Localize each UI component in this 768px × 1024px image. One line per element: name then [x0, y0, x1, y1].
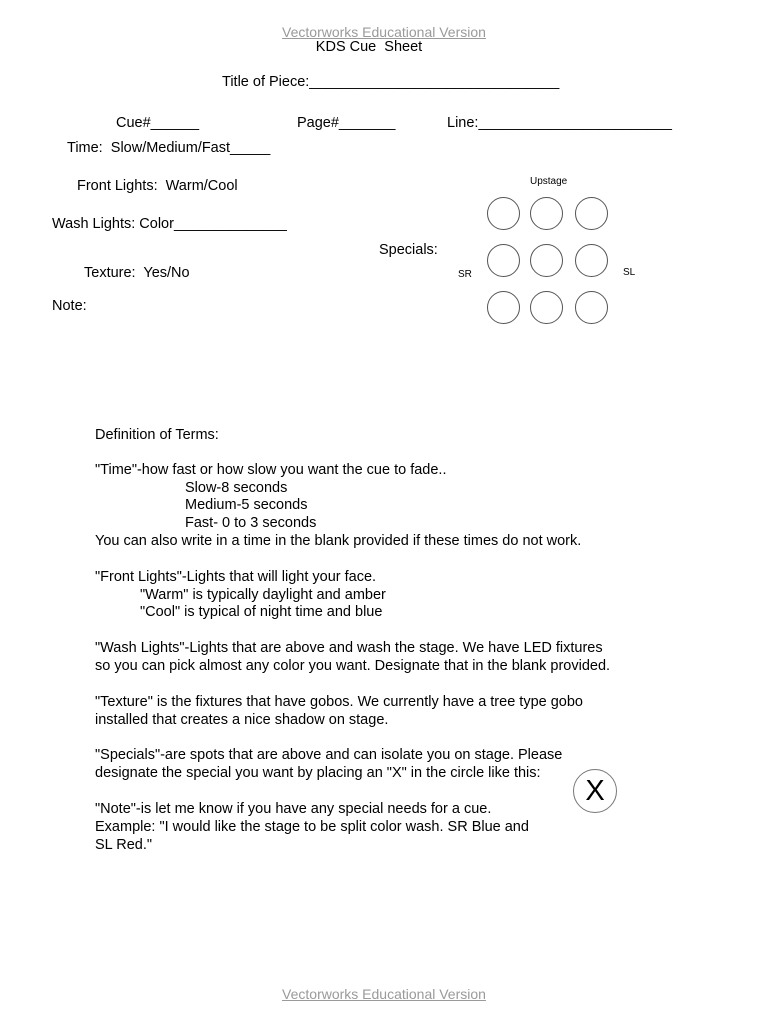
special-circle[interactable]: [530, 197, 563, 230]
special-circle[interactable]: [530, 291, 563, 324]
note-definition-2: Example: "I would like the stage to be split color wash. SR Blue and: [95, 819, 529, 835]
special-circle[interactable]: [575, 291, 608, 324]
texture-definition-1: "Texture" is the fixtures that have gobos. We currently have a tree type gobo: [95, 694, 583, 710]
title-of-piece-field[interactable]: Title of Piece:_______________________________: [222, 74, 560, 90]
note-definition-1: "Note"-is let me know if you have any special needs for a cue.: [95, 801, 492, 817]
texture-definition-2: installed that creates a nice shadow on stage.: [95, 712, 389, 728]
specials-definition-1: "Specials"-are spots that are above and can isolate you on stage. Please: [95, 747, 563, 763]
sr-label: SR: [458, 269, 472, 280]
x-example-circle: [573, 769, 617, 813]
wash-lights-definition-1: "Wash Lights"-Lights that are above and wash the stage. We have LED fixtures: [95, 640, 603, 656]
specials-label: Specials:: [379, 242, 438, 258]
special-circle[interactable]: [575, 244, 608, 277]
medium-definition: Medium-5 seconds: [185, 497, 308, 513]
time-note: You can also write in a time in the blank provided if these times do not work.: [95, 533, 582, 549]
upstage-label: Upstage: [530, 176, 568, 187]
sheet-title: KDS Cue Sheet: [315, 39, 423, 55]
definitions-heading: Definition of Terms:: [95, 427, 219, 443]
time-definition: "Time"-how fast or how slow you want the cue to fade..: [95, 462, 447, 478]
page-number-field[interactable]: Page#_______: [297, 115, 396, 131]
note-label: Note:: [52, 298, 87, 314]
texture-field[interactable]: Texture: Yes/No: [84, 265, 190, 281]
wash-lights-definition-2: so you can pick almost any color you want. Designate that in the blank provided.: [95, 658, 611, 674]
special-circle[interactable]: [487, 291, 520, 324]
cool-definition: "Cool" is typical of night time and blue: [140, 604, 383, 620]
watermark-bottom: Vectorworks Educational Version: [282, 986, 486, 1002]
special-circle[interactable]: [487, 244, 520, 277]
special-circle[interactable]: [487, 197, 520, 230]
front-lights-definition: "Front Lights"-Lights that will light your face.: [95, 569, 377, 585]
warm-definition: "Warm" is typically daylight and amber: [140, 587, 386, 603]
wash-lights-field[interactable]: Wash Lights: Color______________: [52, 216, 287, 232]
cue-number-field[interactable]: Cue#______: [116, 115, 200, 131]
special-circle[interactable]: [575, 197, 608, 230]
watermark-top: Vectorworks Educational Version: [282, 24, 486, 40]
slow-definition: Slow-8 seconds: [185, 480, 288, 496]
special-circle[interactable]: [530, 244, 563, 277]
sl-label: SL: [623, 267, 636, 278]
front-lights-field[interactable]: Front Lights: Warm/Cool: [77, 178, 238, 194]
fast-definition: Fast- 0 to 3 seconds: [185, 515, 317, 531]
time-field[interactable]: Time: Slow/Medium/Fast_____: [67, 140, 271, 156]
note-definition-3: SL Red.": [95, 837, 153, 853]
x-mark: X: [585, 775, 605, 807]
specials-definition-2: designate the special you want by placing an "X" in the circle like this:: [95, 765, 541, 781]
line-field[interactable]: Line:________________________: [447, 115, 672, 131]
